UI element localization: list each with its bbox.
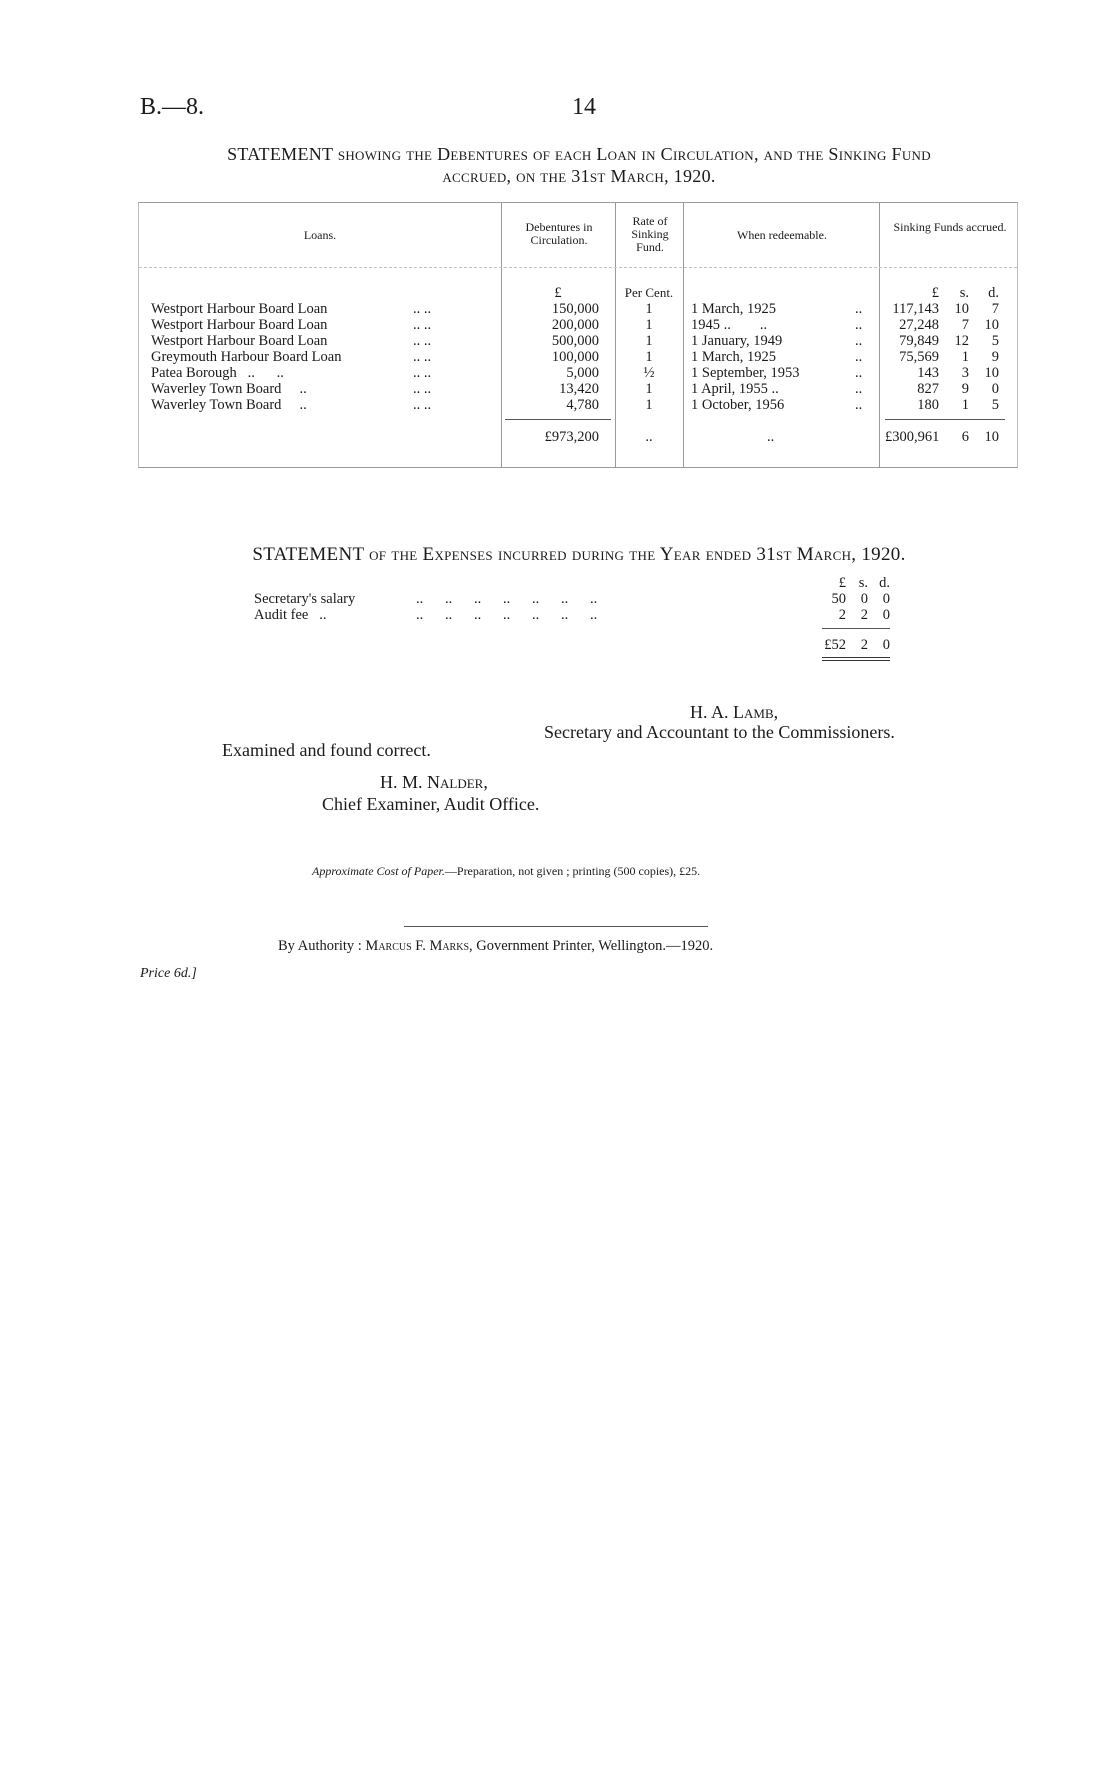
page-number: 14	[572, 94, 596, 120]
pence-value: 0	[991, 381, 999, 397]
document-reference: B.—8.	[140, 94, 205, 120]
examiner-title: Chief Examiner, Audit Office.	[322, 794, 540, 814]
debentures-value: 200,000	[551, 317, 599, 333]
leader-dots: ..	[855, 317, 863, 333]
price: Price 6d.]	[140, 966, 197, 981]
pounds-value: 180	[917, 397, 939, 413]
debentures-value: 13,420	[559, 381, 599, 397]
pounds-value: 117,143	[892, 301, 939, 317]
leader-dots: ..	[855, 301, 863, 317]
leader-dots: ..	[855, 349, 863, 365]
leader-dots: .. ..	[413, 381, 432, 397]
shillings-value: 12	[954, 333, 969, 349]
col-divider	[879, 203, 880, 467]
leader-dots: .. ..	[413, 349, 432, 365]
leader-dots: .. .. .. .. .. .. ..	[416, 607, 598, 623]
debentures-value: 5,000	[566, 365, 599, 381]
total-double-rule	[822, 660, 890, 661]
total-redeemable: ..	[767, 429, 775, 445]
debentures-value: 100,000	[551, 349, 599, 365]
pounds-value: 75,569	[899, 349, 939, 365]
col-header-redeemable: When redeemable.	[737, 228, 827, 242]
expense-pence: 0	[882, 591, 890, 607]
pence-value: 9	[991, 349, 999, 365]
shillings-value: 1	[961, 349, 969, 365]
shillings-value: 1	[961, 397, 969, 413]
total-debentures: £973,200	[544, 429, 599, 445]
unit-pounds: £	[931, 285, 939, 301]
pounds-value: 827	[917, 381, 939, 397]
total-double-rule	[822, 657, 890, 658]
expense-shillings: 0	[860, 591, 868, 607]
redeemable-date: 1 March, 1925	[691, 349, 776, 365]
leader-dots: .. ..	[413, 317, 432, 333]
debentures-value: 500,000	[551, 333, 599, 349]
redeemable-date: 1 January, 1949	[691, 333, 783, 349]
loan-name: Greymouth Harbour Board Loan	[151, 349, 342, 365]
cost-label: Approximate Cost of Paper.	[312, 864, 445, 878]
pence-value: 5	[991, 333, 999, 349]
cost-text: —Preparation, not given ; printing (500 copies), £25.	[444, 864, 701, 878]
title-line-2: accrued, on the 31st March, 1920.	[442, 166, 716, 186]
total-rule	[885, 419, 1005, 420]
rate-value: ½	[643, 365, 655, 381]
header-separator	[139, 267, 1017, 268]
leader-dots: .. ..	[413, 397, 432, 413]
leader-dots: .. .. .. .. .. .. ..	[416, 591, 598, 607]
pounds-value: 143	[917, 365, 939, 381]
unit-shillings: s.	[858, 575, 868, 591]
unit-shillings: s.	[959, 285, 969, 301]
authority-name: Marcus F. Marks,	[365, 938, 473, 954]
leader-dots: ..	[855, 397, 863, 413]
statement-debentures-title	[138, 143, 1020, 187]
expense-total-pence: 0	[882, 637, 890, 653]
total-rate: ..	[645, 429, 653, 445]
col-header-debentures: Debentures in Circulation.	[525, 220, 593, 247]
debentures-value: 4,780	[566, 397, 599, 413]
expense-pounds: 50	[831, 591, 846, 607]
authority-prefix: By Authority :	[278, 938, 362, 954]
debentures-value: 150,000	[551, 301, 599, 317]
pence-value: 7	[991, 301, 999, 317]
expense-pounds: 2	[838, 607, 846, 623]
expense-shillings: 2	[860, 607, 868, 623]
col-header-sinking: Sinking Funds accrued.	[893, 220, 1007, 234]
leader-dots: ..	[855, 333, 863, 349]
loan-name: Westport Harbour Board Loan	[151, 301, 328, 317]
debentures-table	[138, 202, 1018, 468]
shillings-value: 7	[961, 317, 969, 333]
loan-name: Waverley Town Board ..	[151, 381, 307, 397]
loan-name: Westport Harbour Board Loan	[151, 333, 328, 349]
leader-dots: .. ..	[413, 365, 432, 381]
redeemable-date: 1 October, 1956	[691, 397, 785, 413]
leader-dots: .. ..	[413, 301, 432, 317]
total-pounds: £300,961	[885, 429, 940, 445]
cost-of-paper	[312, 864, 700, 879]
pence-value: 10	[984, 365, 999, 381]
shillings-value: 10	[954, 301, 969, 317]
expense-total-pounds: £52	[824, 637, 846, 653]
total-rule	[505, 419, 611, 420]
shillings-value: 9	[961, 381, 969, 397]
secretary-title: Secretary and Accountant to the Commissioners.	[544, 722, 895, 742]
col-header-rate: Rate of Sinking Fund.	[631, 214, 669, 254]
leader-dots: ..	[855, 365, 863, 381]
redeemable-date: 1 September, 1953	[691, 365, 800, 381]
unit-pence: d.	[879, 575, 890, 591]
statement-expenses-title: STATEMENT of the Expenses incurred during the Year ended 31st March, 1920.	[252, 544, 906, 565]
total-rule	[822, 628, 890, 629]
total-pence: 10	[984, 429, 999, 445]
examined-note: Examined and found correct.	[222, 740, 431, 760]
rate-value: 1	[645, 381, 653, 397]
loan-name: Patea Borough .. ..	[151, 365, 284, 381]
redeemable-date: 1 April, 1955 ..	[691, 381, 779, 397]
rate-value: 1	[645, 397, 653, 413]
authority-line	[278, 938, 713, 955]
unit-rate: Per Cent.	[624, 285, 674, 300]
redeemable-date: 1945 .. ..	[691, 317, 768, 333]
loan-name: Westport Harbour Board Loan	[151, 317, 328, 333]
leader-dots: ..	[855, 381, 863, 397]
title-line-1: STATEMENT showing the Debentures of each Loan in Circulation, and the Sinking Fund	[227, 144, 931, 164]
rate-value: 1	[645, 333, 653, 349]
footer-rule	[404, 926, 708, 927]
leader-dots: .. ..	[413, 333, 432, 349]
pounds-value: 27,248	[899, 317, 939, 333]
unit-pounds: £	[838, 575, 846, 591]
loan-name: Waverley Town Board ..	[151, 397, 307, 413]
col-divider	[683, 203, 684, 467]
pounds-value: 79,849	[899, 333, 939, 349]
unit-debentures: £	[554, 285, 562, 301]
expense-label: Secretary's salary	[254, 591, 356, 607]
expense-pence: 0	[882, 607, 890, 623]
col-header-loans: Loans.	[303, 228, 337, 242]
shillings-value: 3	[961, 365, 969, 381]
unit-pence: d.	[988, 285, 999, 301]
expense-total-shillings: 2	[860, 637, 868, 653]
rate-value: 1	[645, 301, 653, 317]
total-shillings: 6	[961, 429, 969, 445]
authority-rest: Government Printer, Wellington.—1920.	[476, 938, 714, 954]
rate-value: 1	[645, 349, 653, 365]
rate-value: 1	[645, 317, 653, 333]
pence-value: 10	[984, 317, 999, 333]
pence-value: 5	[991, 397, 999, 413]
examiner-name: H. M. Nalder,	[380, 772, 488, 792]
secretary-name: H. A. Lamb,	[690, 702, 779, 722]
expense-label: Audit fee ..	[254, 607, 327, 623]
redeemable-date: 1 March, 1925	[691, 301, 776, 317]
